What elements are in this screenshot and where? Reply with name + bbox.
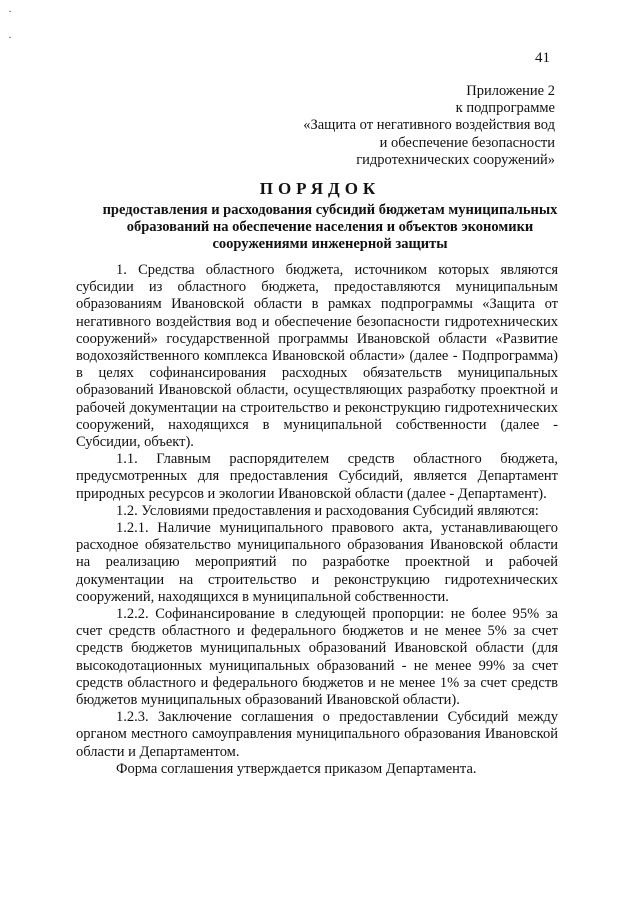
paragraph-1-1: 1.1. Главным распорядителем средств областного бюджета, предусмотренных для предоставления Субсидий, является Департамент природных ресурсов и экологии Ивановской области (далее - Департамент). xyxy=(76,451,558,502)
paragraph-1-2-3: 1.2.3. Заключение соглашения о предоставлении Субсидий между органом местного самоуправления муниципального образования Ивановской области и Департаментом. xyxy=(76,709,558,760)
page-number: 41 xyxy=(535,50,550,66)
paragraph-1: 1. Средства областного бюджета, источником которых являются субсидии из областного бюджета, предоставляются муниципальным образованиям Ивановской области в рамках подпрограммы «Защита от негативного воздействия вод и обеспечение безопасности гидротехнических сооружений» государственной программы Ивановской области «Развитие водохозяйственного комплекса Ивановской области» (далее - Подпрограмма) в целях софинансирования расходных обязательств муниципальных образований Ивановской области, осуществляющих разработку проектной и рабочей документации на строительство и реконструкцию гидротехнических сооружений, находящихся в муниципальной собственности (далее - Субсидии, объект). xyxy=(76,262,558,451)
paragraph-agreement-form: Форма соглашения утверждается приказом Департамента. xyxy=(116,760,477,777)
scan-artifact-mark: · xyxy=(8,4,12,18)
appendix-line: Приложение 2 xyxy=(466,83,555,99)
document-body xyxy=(76,262,558,778)
document-subtitle: предоставления и расходования субсидий бюджетам муниципальных образований на обеспечение населения и объектов экономики сооружениями инженерной защиты xyxy=(102,202,558,252)
paragraph-1-2-1: 1.2.1. Наличие муниципального правового акта, устанавливающего расходное обязательство муниципального образования Ивановской области на реализацию мероприятий по разработке проектной и рабочей документации на строительство и реконструкцию гидротехнических сооружений, находящихся в муниципальной собственности. xyxy=(76,520,558,605)
appendix-line: гидротехнических сооружений» xyxy=(356,151,555,168)
document-title: ПОРЯДОК xyxy=(259,179,381,198)
paragraph-1-2: 1.2. Условиями предоставления и расходования Субсидий являются: xyxy=(116,502,539,519)
appendix-block xyxy=(155,83,555,169)
appendix-line: и обеспечение безопасности xyxy=(379,134,555,151)
scan-artifact-mark: · xyxy=(8,30,12,44)
appendix-line: «Защита от негативного воздействия вод xyxy=(303,117,555,134)
paragraph-1-2-2: 1.2.2. Софинансирование в следующей пропорции: не более 95% за счет средств областного и федерального бюджетов и не менее 5% за счет средств бюджетов муниципальных образований Ивановской области (для высокодотационных муниципальных образований - не менее 99% за счет средств областного и федерального бюджетов и не менее 1% за счет средств бюджетов муниципальных образований Ивановской области). xyxy=(76,606,558,709)
appendix-line: к подпрограмме xyxy=(455,100,555,117)
